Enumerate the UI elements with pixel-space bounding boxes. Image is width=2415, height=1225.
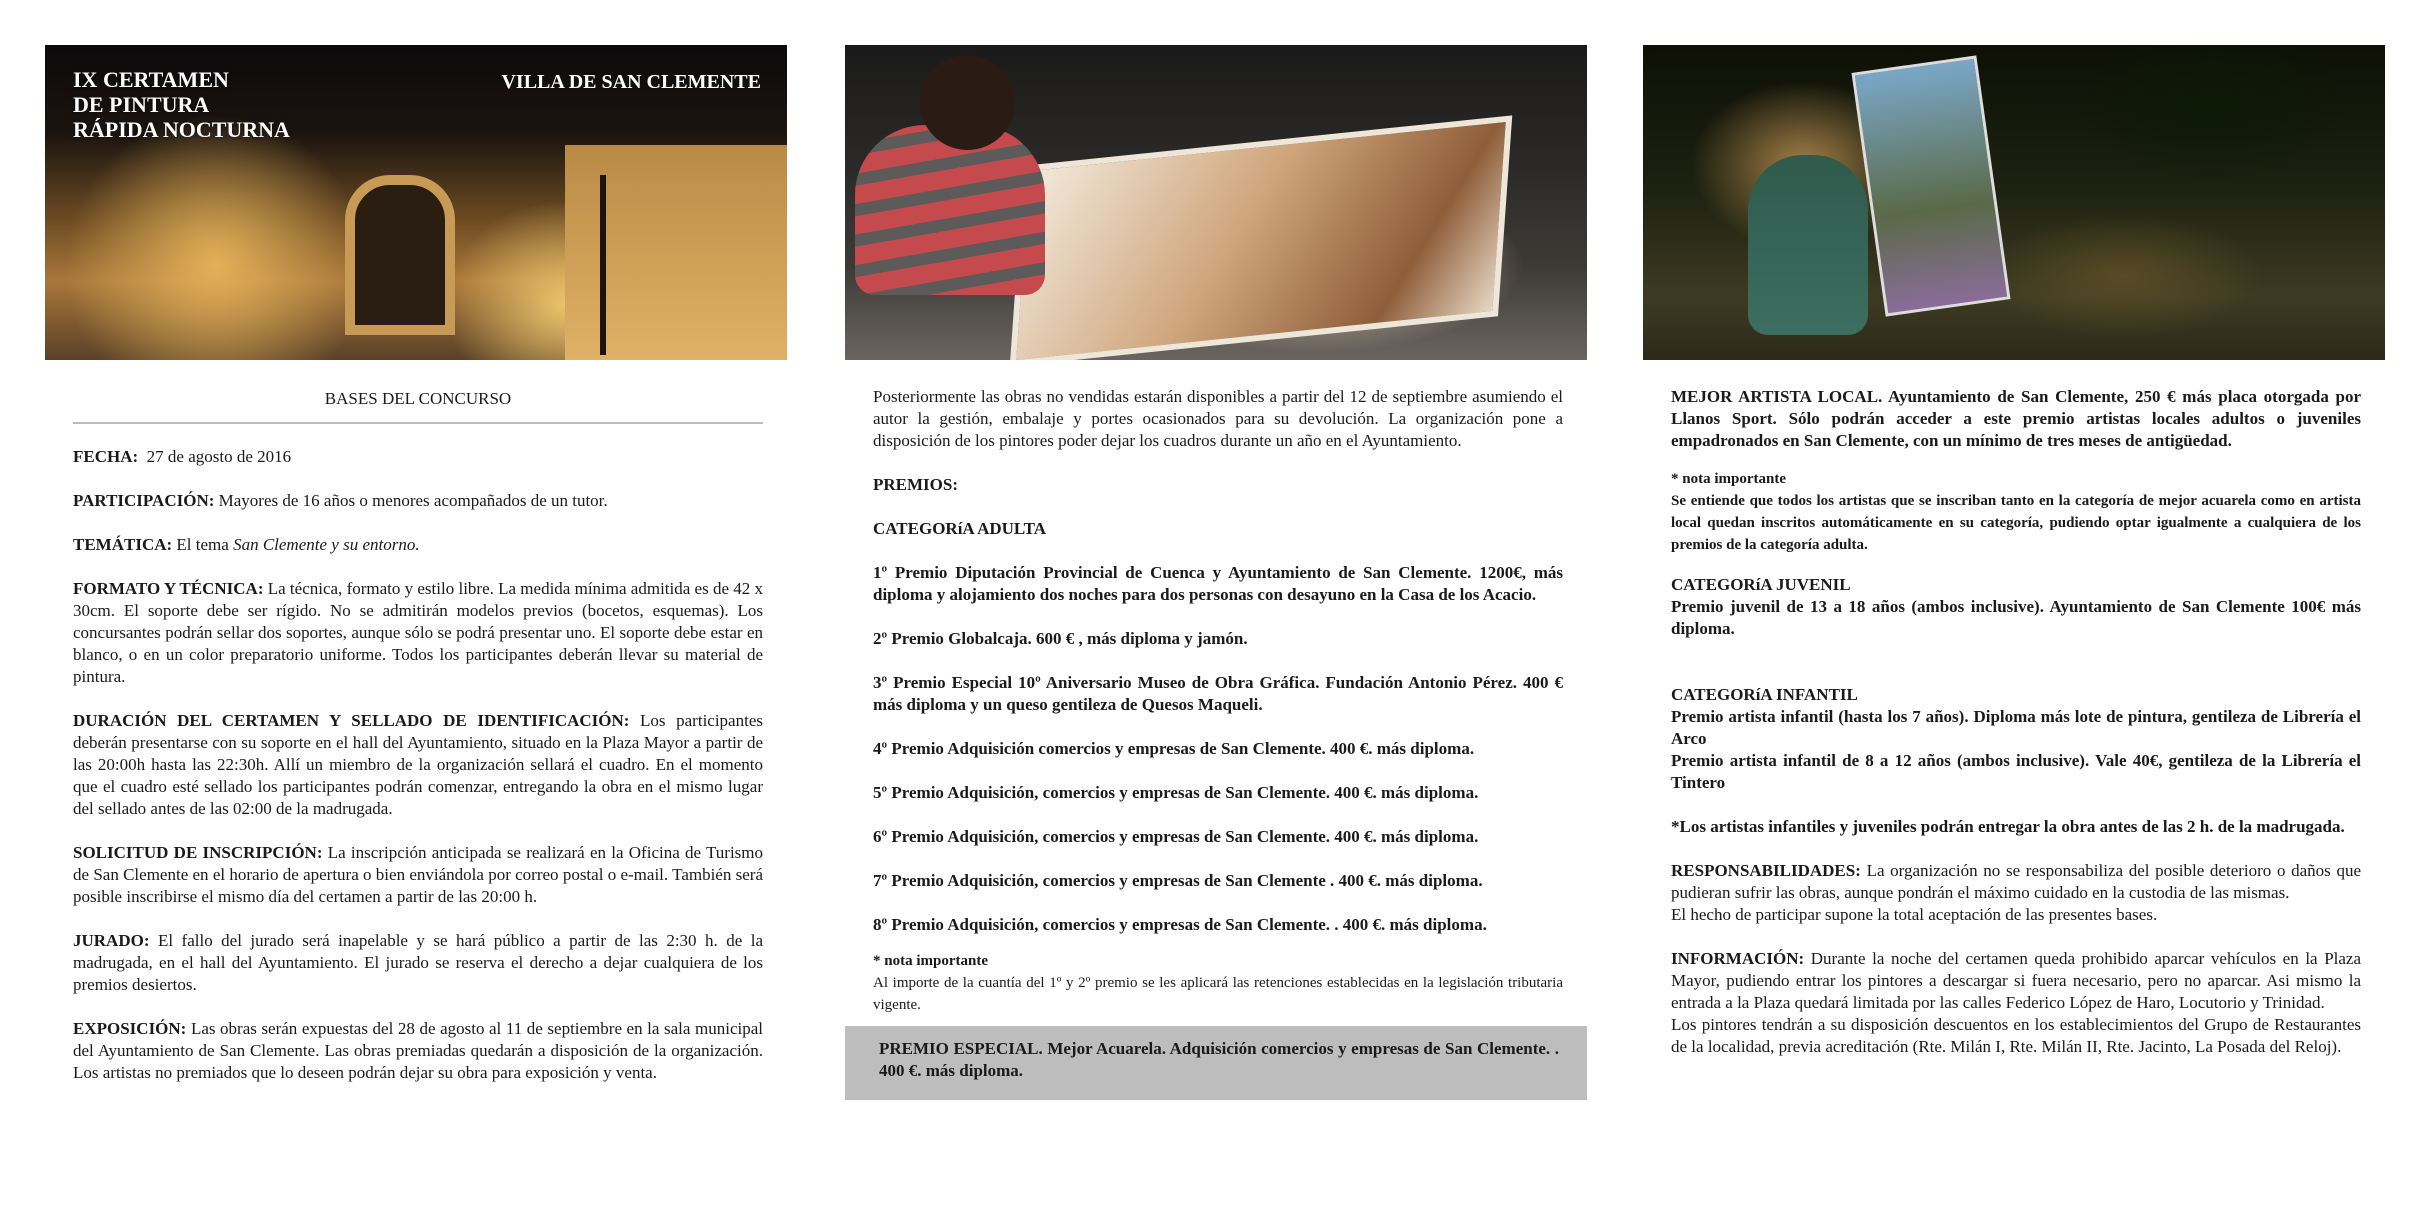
participacion-paragraph bbox=[73, 490, 763, 512]
cat-juvenil-heading: CATEGORíA JUVENIL bbox=[1671, 575, 1851, 594]
duracion-label: DURACIÓN DEL CERTAMEN Y SELLADO DE IDENTIFICACIÓN: bbox=[73, 711, 630, 730]
info-paragraph bbox=[1671, 948, 2361, 1014]
resp-label: RESPONSABILIDADES: bbox=[1671, 861, 1861, 880]
solicitud-paragraph bbox=[73, 842, 763, 908]
formato-paragraph bbox=[73, 578, 763, 688]
nota-text-right: Se entiende que todos los artistas que se inscriban tanto en la categoría de mejor acuarela como en artista local quedan inscritos automáticamente en su categoría, pudiendo optar igualmente a cualquiera de los premios de la categoría adulta. bbox=[1671, 493, 2361, 553]
nota-label-right: * nota importante bbox=[1671, 471, 1786, 487]
tematica-paragraph bbox=[73, 534, 763, 556]
info-label: INFORMACIÓN: bbox=[1671, 949, 1805, 968]
prize-1: 1º Premio Diputación Provincial de Cuenca y Ayuntamiento de San Clemente. 1200€, más diploma y alojamiento dos noches para dos personas con desayuno en la Casa de los Acacio. bbox=[873, 563, 1563, 604]
resp-paragraph bbox=[1671, 860, 2361, 904]
infantil-prize-1: Premio artista infantil (hasta los 7 años). Diploma más lote de pintura, gentileza de Librería el Arco bbox=[1671, 707, 2361, 748]
mejor-local-paragraph: MEJOR ARTISTA LOCAL. Ayuntamiento de San Clemente, 250 € más placa otorgada por Llanos Sport. Sólo podrán acceder a este premio artistas locales adultos o juveniles empadronados en San Clemente, con un mínimo de tres meses de antigüedad. bbox=[1671, 387, 2361, 450]
exposicion-label: EXPOSICIÓN: bbox=[73, 1019, 187, 1038]
solicitud-label: SOLICITUD DE INSCRIPCIÓN: bbox=[73, 843, 323, 862]
photo-streetlamp bbox=[600, 175, 606, 355]
formato-text: La técnica, formato y estilo libre. La medida mínima admitida es de 42 x 30cm. El soporte debe ser rígido. No se admitirán modelos previos (bocetos, esquemas). Los concursantes podrán sellar dos soportes, aunque sólo se podrá presentar uno. El soporte debe estar en blanco, o en un color preparatorio uniforme. Todos los participantes deberán llevar su material de pintura. bbox=[73, 579, 764, 686]
event-title-line-3: RÁPIDA NOCTURNA bbox=[73, 117, 290, 142]
resp-text: La organización no se responsabiliza del posible deterioro o daños que pudieran sufrir las obras, aunque pondrán el máximo cuidado en la custodia de las mismas. bbox=[1671, 861, 2361, 902]
info-text: Durante la noche del certamen queda prohibido aparcar vehículos en la Plaza Mayor, pudiendo entrar los pintores a descargar si fuera necesario, pero no aparcar. Asi mismo la entrada a la Plaza quedará limitada por las calles Federico López de Haro, Locutorio y Trinidad. bbox=[1671, 949, 2362, 1012]
resp-text-2: El hecho de participar supone la total aceptación de las presentes bases. bbox=[1671, 905, 2158, 924]
photo-trees bbox=[2033, 45, 2385, 245]
prize-3: 3º Premio Especial 10º Aniversario Museo de Obra Gráfica. Fundación Antonio Pérez. 400 € más diploma y un queso gentileza de Quesos Maqueli. bbox=[873, 673, 1563, 714]
photo-building bbox=[565, 145, 787, 360]
event-title-line-1: IX CERTAMEN bbox=[73, 67, 229, 92]
duracion-paragraph bbox=[73, 710, 763, 820]
divider bbox=[73, 422, 763, 424]
event-title-line-2: DE PINTURA bbox=[73, 92, 210, 117]
participacion-text: Mayores de 16 años o menores acompañados de un tutor. bbox=[218, 491, 608, 510]
panel-right bbox=[1643, 45, 2385, 1058]
info-text-2: Los pintores tendrán a su disposición descuentos en los establecimientos del Grupo de Restaurantes de la localidad, previa acreditación (Rte. Milán I, Rte. Milán II, Rte. Jacinto, La Posada del Reloj). bbox=[1671, 1015, 2361, 1056]
jurado-label: JURADO: bbox=[73, 931, 150, 950]
nota-label: * nota importante bbox=[873, 953, 988, 969]
photo-plaza-night bbox=[45, 45, 787, 360]
photo-painter-easel bbox=[1643, 45, 2385, 360]
duracion-text: Los participantes deberán presentarse con su soporte en el hall del Ayuntamiento, situado en la Plaza Mayor a partir de las 20:00h hasta las 22:30h. Allí un miembro de la organización sellará el cuadro. En el momento que el cuadro esté sellado los participantes podrán comenzar, entregando la obra en el mismo lugar del sellado antes de las 02:00 de la madrugada. bbox=[73, 711, 763, 818]
photo-arch bbox=[345, 175, 455, 335]
premios-heading: PREMIOS: bbox=[873, 475, 958, 494]
jurado-paragraph bbox=[73, 930, 763, 996]
exposicion-paragraph bbox=[73, 1018, 763, 1084]
villa-label: VILLA DE SAN CLEMENTE bbox=[501, 71, 761, 93]
premio-especial-box: PREMIO ESPECIAL. Mejor Acuarela. Adquisición comercios y empresas de San Clemente. . 400 €. más diploma. bbox=[845, 1026, 1587, 1100]
fecha-value: 27 de agosto de 2016 bbox=[146, 447, 292, 466]
juvenil-text: Premio juvenil de 13 a 18 años (ambos inclusive). Ayuntamiento de San Clemente 100€ más diploma. bbox=[1671, 597, 2361, 638]
solicitud-text: La inscripción anticipada se realizará en la Oficina de Turismo de San Clemente en el horario de apertura o bien enviándola por correo postal o e-mail. También será posible inscribirse el mismo día del certamen a partir de las 20:00 h. bbox=[73, 843, 764, 906]
photo-painter-head bbox=[920, 55, 1015, 150]
prize-4: 4º Premio Adquisición comercios y empresas de San Clemente. 400 €. más diploma. bbox=[873, 739, 1475, 758]
photo-easel bbox=[1851, 55, 2010, 316]
nota-text: Al importe de la cuantía del 1º y 2º premio se les aplicará las retenciones establecidas en la legislación tributaria vigente. bbox=[873, 975, 1563, 1013]
prize-8: 8º Premio Adquisición, comercios y empresas de San Clemente. . 400 €. más diploma. bbox=[873, 915, 1487, 934]
infantil-note: *Los artistas infantiles y juveniles podrán entregar la obra antes de las 2 h. de la madrugada. bbox=[1671, 817, 2345, 836]
prize-5: 5º Premio Adquisición, comercios y empresas de San Clemente. 400 €. más diploma. bbox=[873, 783, 1479, 802]
cat-adulta-heading: CATEGORíA ADULTA bbox=[873, 519, 1047, 538]
section-title: BASES DEL CONCURSO bbox=[324, 389, 512, 408]
cat-infantil-heading: CATEGORíA INFANTIL bbox=[1671, 685, 1858, 704]
tematica-emphasis: San Clemente y su entorno. bbox=[233, 535, 420, 554]
prize-6: 6º Premio Adquisición, comercios y empresas de San Clemente. 400 €. más diploma. bbox=[873, 827, 1479, 846]
panel-middle bbox=[845, 45, 1587, 1100]
participacion-label: PARTICIPACIÓN: bbox=[73, 491, 215, 510]
photo-canvas bbox=[1010, 115, 1513, 360]
panel-left bbox=[45, 45, 787, 1106]
fecha-paragraph bbox=[73, 446, 763, 468]
photo-painter-canvas bbox=[845, 45, 1587, 360]
exposicion-text: Las obras serán expuestas del 28 de agosto al 11 de septiembre en la sala municipal del Ayuntamiento de San Clemente. Las obras premiadas quedarán a disposición de la organización. Los artistas no premiados que lo deseen podrán dejar su obra para exposición y venta. bbox=[73, 1019, 763, 1082]
prize-7: 7º Premio Adquisición, comercios y empresas de San Clemente . 400 €. más diploma. bbox=[873, 871, 1483, 890]
event-title bbox=[73, 67, 333, 142]
intro-paragraph: Posteriormente las obras no vendidas estarán disponibles a partir del 12 de septiembre asumiendo el autor la gestión, embalaje y portes ocasionados para su devolución. La organización pone a disposición de los pintores poder dejar los cuadros durante un año en el Ayuntamiento. bbox=[873, 387, 1563, 450]
jurado-text: El fallo del jurado será inapelable y se hará público a partir de las 2:30 h. de la madrugada, en el hall del Ayuntamiento. El jurado se reserva el derecho a dejar cualquiera de los premios desiertos. bbox=[73, 931, 763, 994]
tematica-label: TEMÁTICA: bbox=[73, 535, 173, 554]
formato-label: FORMATO Y TÉCNICA: bbox=[73, 579, 264, 598]
infantil-prize-2: Premio artista infantil de 8 a 12 años (ambos inclusive). Vale 40€, gentileza de la Librería el Tintero bbox=[1671, 751, 2361, 792]
photo-painter-body bbox=[855, 125, 1045, 295]
fecha-label: FECHA: bbox=[73, 447, 139, 466]
tematica-text: El tema bbox=[176, 535, 234, 554]
photo-painter bbox=[1748, 155, 1868, 335]
prize-2: 2º Premio Globalcaja. 600 € , más diploma y jamón. bbox=[873, 629, 1248, 648]
